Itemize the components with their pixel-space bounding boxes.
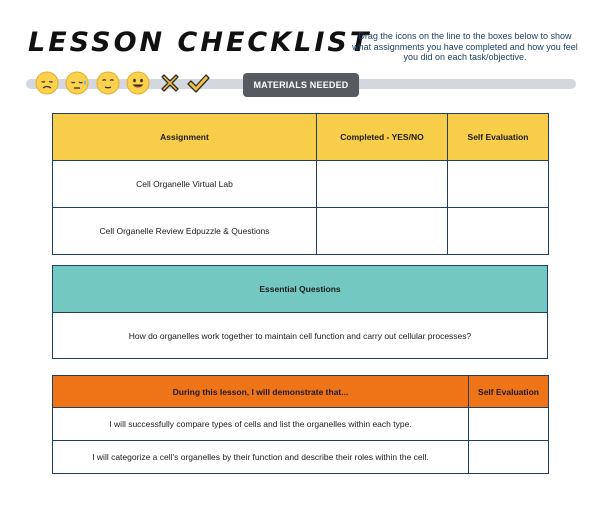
self-evaluation-drop-cell[interactable] bbox=[469, 441, 549, 474]
table-row bbox=[53, 408, 549, 441]
completed-drop-cell[interactable] bbox=[317, 161, 448, 208]
sleepy-face-icon[interactable] bbox=[65, 71, 89, 95]
materials-needed-button[interactable]: MATERIALS NEEDED bbox=[243, 73, 359, 97]
completed-drop-cell[interactable] bbox=[317, 208, 448, 255]
column-header-self-evaluation: Self Evaluation bbox=[469, 376, 549, 408]
column-header-objective: During this lesson, I will demonstrate that... bbox=[53, 376, 469, 408]
column-header-completed: Completed - YES/NO bbox=[317, 114, 448, 161]
page-title: LESSON CHECKLIST bbox=[28, 27, 372, 58]
sad-face-icon[interactable] bbox=[35, 71, 59, 95]
objective-cell: I will categorize a cell's organelles by their function and describe their roles within the cell. bbox=[53, 441, 469, 474]
neutral-face-icon[interactable] bbox=[96, 71, 120, 95]
table-row bbox=[53, 161, 549, 208]
objective-cell: I will successfully compare types of cells and list the organelles within each type. bbox=[53, 408, 469, 441]
self-evaluation-drop-cell[interactable] bbox=[448, 161, 549, 208]
x-mark-icon[interactable] bbox=[158, 71, 182, 95]
instructions-text: Drag the icons on the line to the boxes below to show what assignments you have completed and how you feel you did on each task/objective. bbox=[352, 31, 578, 62]
table-header-row bbox=[53, 376, 549, 408]
column-header-self-evaluation: Self Evaluation bbox=[448, 114, 549, 161]
assignment-table bbox=[52, 113, 549, 255]
self-evaluation-drop-cell[interactable] bbox=[469, 408, 549, 441]
objectives-table bbox=[52, 375, 549, 474]
table-header-row bbox=[53, 114, 549, 161]
column-header-assignment: Assignment bbox=[53, 114, 317, 161]
self-evaluation-drop-cell[interactable] bbox=[448, 208, 549, 255]
essential-questions-header: Essential Questions bbox=[53, 266, 548, 313]
table-row bbox=[53, 313, 548, 359]
happy-face-icon[interactable] bbox=[126, 71, 150, 95]
table-row bbox=[53, 208, 549, 255]
check-mark-icon[interactable] bbox=[186, 71, 210, 95]
assignment-cell: Cell Organelle Virtual Lab bbox=[53, 161, 317, 208]
assignment-cell: Cell Organelle Review Edpuzzle & Questions bbox=[53, 208, 317, 255]
essential-question-text: How do organelles work together to maintain cell function and carry out cellular processes? bbox=[53, 313, 548, 359]
table-header-row bbox=[53, 266, 548, 313]
table-row bbox=[53, 441, 549, 474]
essential-questions-table bbox=[52, 265, 548, 359]
